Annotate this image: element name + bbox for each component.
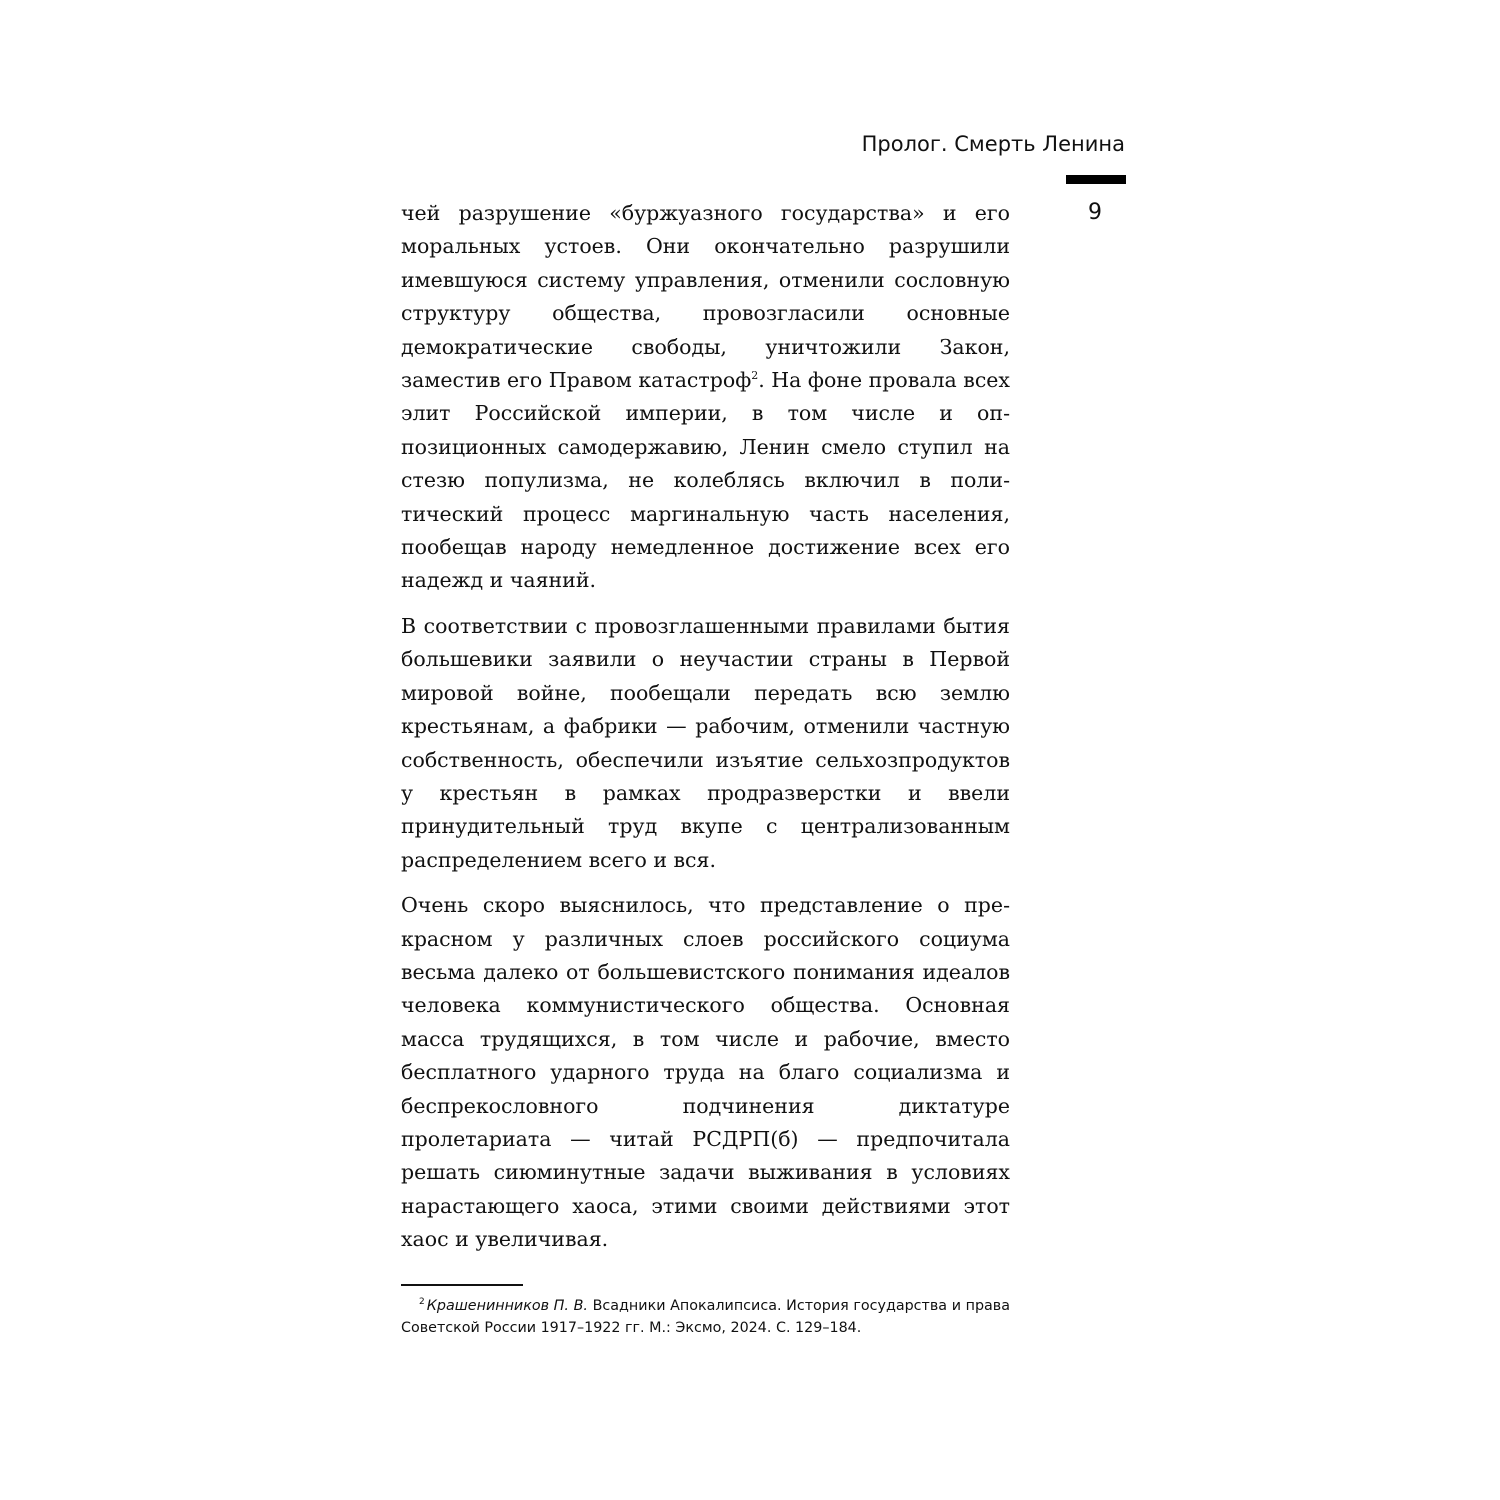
footnote <box>401 1295 1010 1339</box>
page-number: 9 <box>1088 200 1102 225</box>
paragraph-1-text-end: . На фоне провала всех элит Российской империи, в том числе и оппозиционных самодержавию, Ленин смело ступил на стезю популизма, не колеблясь включил в политический процесс маргинальную часть населения, пообещав народу немедленное достижение всех его надежд и чаяний. <box>401 368 1010 593</box>
header-rule <box>1066 175 1126 184</box>
paragraph-2: В соответствии с провозглашенными правилами бытия большевики заявили о неучастии страны в Первой мировой войне, пообещали передать всю землю крестьянам, а фабрики — рабочим, отменили частную собственность, обеспечили изъятие сельхозпродуктов у крестьян в рамках продразверстки и ввели принудительный труд вкупе с централизованным распределением всего и вся. <box>401 613 1010 872</box>
paragraph-1-text-start: чей разрушение «буржуазного государства» и его моральных устоев. Они окончательно разрушили имевшуюся систему управления, отменили сословную структуру общества, провозгласили основные демократические свободы, уничтожили Закон, заместив его Правом катастроф <box>401 201 1010 393</box>
footnote-rule <box>401 1284 523 1286</box>
footnote-author: Крашенинников П. В. <box>426 1298 588 1314</box>
footnote-mark: 2 <box>419 1297 425 1308</box>
paragraph-1 <box>401 197 1010 598</box>
footnote-text: Всадники Апокалипсиса. История государства и права Советской России 1917–1922 гг. М.: Эксмо, 2024. С. 129–184. <box>401 1298 1010 1336</box>
main-text <box>401 197 1010 1257</box>
running-title: Пролог. Смерть Ленина <box>861 132 1125 156</box>
paragraph-3: Очень скоро выяснилось, что представление о прекрасном у различных слоев российского социума весьма далеко от большевистского понимания идеалов человека коммунистического общества. Основная масса трудящихся, в том числе и рабочие, вместо бесплатного ударного труда на благо социализма и беспрекословного подчинения диктатуре пролетариата — читай РСДРП(б) — предпочитала решать сиюминутные задачи выживания в условиях нарастающего хаоса, этими своими действиями этот хаос и увеличивая. <box>401 893 1010 1252</box>
footnote-reference[interactable]: 2 <box>751 369 759 383</box>
